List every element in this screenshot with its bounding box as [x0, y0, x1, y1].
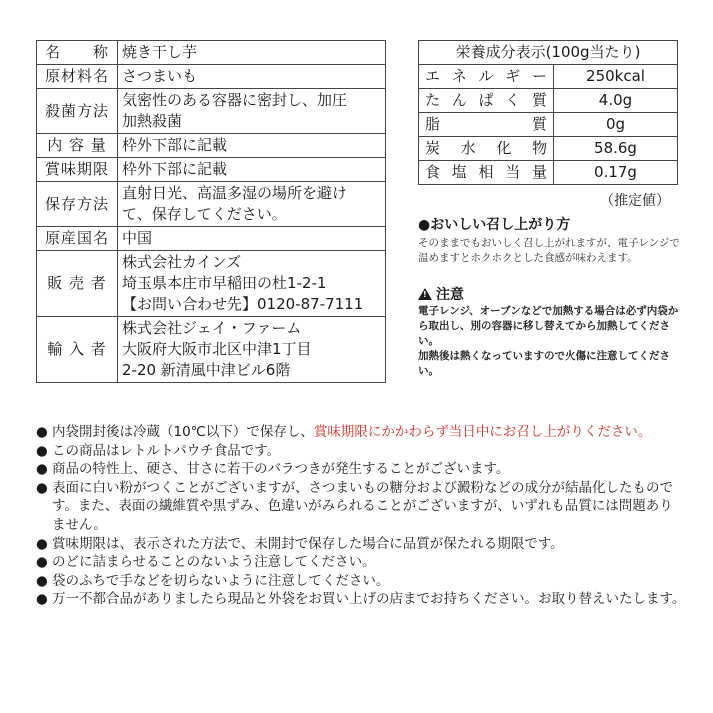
nutrition-label: たんぱく質 — [419, 89, 554, 113]
info-key: 輸 入 者 — [37, 317, 118, 383]
info-value — [118, 182, 386, 227]
nutrition-label: エネルギー — [419, 65, 554, 89]
note-item — [36, 442, 686, 461]
nutrition-table — [418, 40, 678, 185]
info-value-line: 直射日光、高温多湿の場所を避け — [122, 184, 348, 202]
info-key: 原産国名 — [37, 227, 118, 251]
note-item — [36, 553, 686, 572]
info-row — [37, 227, 386, 251]
info-value-line: 株式会社ジェイ・ファーム — [122, 319, 302, 337]
info-value-line: 枠外下部に記載 — [122, 160, 228, 178]
note-item — [36, 460, 686, 479]
info-value — [118, 317, 386, 383]
notes-list — [36, 423, 686, 609]
note-highlight-text: 賞味期限にかかわらず当日中にお召し上がりください。 — [313, 424, 652, 440]
nutrition-row — [419, 113, 678, 137]
nutrition-header: 栄養成分表示(100g当たり) — [419, 41, 678, 65]
info-row — [37, 251, 386, 317]
info-value-line: 気密性のある容器に密封し、加圧 — [122, 91, 348, 109]
note-text: のどに詰まらせることのないよう注意してください。 — [52, 554, 376, 571]
nutrition-value: 4.0g — [554, 89, 678, 113]
info-key: 原材料名 — [37, 65, 118, 89]
info-value-line: さつまいも — [122, 67, 198, 85]
nutrition-value: 0.17g — [554, 161, 678, 185]
note-item — [36, 572, 686, 591]
info-value — [118, 65, 386, 89]
note-text: 内袋開封後は冷蔵（10℃以下）で保存し、 — [52, 424, 314, 440]
info-key: 殺菌方法 — [37, 89, 118, 134]
note-text: 袋のふちで手などを切らないように注意してください。 — [52, 572, 390, 589]
info-value-line: 焼き干し芋 — [122, 43, 198, 61]
note-text: この商品はレトルトパウチ食品です。 — [52, 442, 281, 459]
info-key: 内 容 量 — [37, 134, 118, 158]
info-value-line: 中国 — [122, 229, 153, 247]
info-value — [118, 89, 386, 134]
info-row — [37, 89, 386, 134]
info-key: 名 称 — [37, 41, 118, 65]
serving-suggestion-title: ●おいしい召し上がり方 — [418, 217, 571, 233]
caution-text-heating: 電子レンジ、オーブンなどで加熱する場合は必ず内袋から取出し、別の容器に移し替えてから加熱してください。 — [418, 305, 679, 347]
note-item — [36, 590, 686, 609]
nutrition-value: 0g — [554, 113, 678, 137]
info-value-line: 大阪府大阪市北区中津1丁目 — [122, 340, 312, 358]
note-text: 賞味期限は、表示された方法で、未開封で保存した場合に品質が保たれる期限です。 — [52, 535, 564, 552]
note-text: 表面に白い粉がつくことがございますが、さつまいもの糖分および澱粉などの成分が結晶化したものです。また、表面の繊維質や黒ずみ、色違いがみられることがございますが、いずれも品質には問題ありません。 — [52, 479, 673, 533]
info-row — [37, 158, 386, 182]
nutrition-label: 食塩相当量 — [419, 161, 554, 185]
info-key: 販 売 者 — [37, 251, 118, 317]
info-row — [37, 317, 386, 383]
nutrition-row — [419, 137, 678, 161]
nutrition-value: 58.6g — [554, 137, 678, 161]
caution-title-text: 注意 — [436, 287, 464, 303]
info-value-line: 2-20 新清風中津ビル6階 — [122, 361, 291, 379]
caution-text-burn: 加熱後は熱くなっていますので火傷に注意してください。 — [418, 350, 670, 377]
note-text: 万一不都合品がありましたら現品と外袋をお買い上げの店までお持ちください。お取り替えいたします。 — [52, 591, 686, 608]
serving-suggestion-text: そのままでもおいしく召し上がれますが、電子レンジで温めますとホクホクとした食感が味わえます。 — [418, 237, 680, 264]
nutrition-row — [419, 89, 678, 113]
info-value-line: て、保存してください。 — [122, 205, 287, 223]
nutrition-value: 250kcal — [554, 65, 678, 89]
note-item — [36, 535, 686, 554]
info-value — [118, 158, 386, 182]
info-row — [37, 134, 386, 158]
info-row — [37, 182, 386, 227]
caution-title — [418, 284, 464, 304]
info-key: 保存方法 — [37, 182, 118, 227]
info-row — [37, 65, 386, 89]
nutrition-label: 炭水化物 — [419, 137, 554, 161]
info-value — [118, 41, 386, 65]
info-value-line: 加熱殺菌 — [122, 112, 183, 130]
info-value-line: 埼玉県本庄市早稲田の杜1-2-1 — [122, 274, 327, 292]
info-value-line: 【お問い合わせ先】0120-87-7111 — [122, 295, 364, 313]
info-key: 賞味期限 — [37, 158, 118, 182]
product-info-table — [36, 40, 386, 383]
info-value — [118, 134, 386, 158]
info-row — [37, 41, 386, 65]
nutrition-estimate-note: （推定値） — [600, 193, 670, 209]
info-value-line: 枠外下部に記載 — [122, 136, 228, 154]
note-item — [36, 423, 686, 442]
info-value — [118, 227, 386, 251]
warning-icon — [418, 288, 432, 300]
info-value-line: 株式会社カインズ — [122, 253, 242, 271]
nutrition-row — [419, 161, 678, 185]
nutrition-label: 脂質 — [419, 113, 554, 137]
nutrition-row — [419, 65, 678, 89]
info-value — [118, 251, 386, 317]
note-item — [36, 479, 686, 535]
note-text: 商品の特性上、硬さ、甘さに若干のバラつきが発生することがございます。 — [52, 461, 510, 478]
